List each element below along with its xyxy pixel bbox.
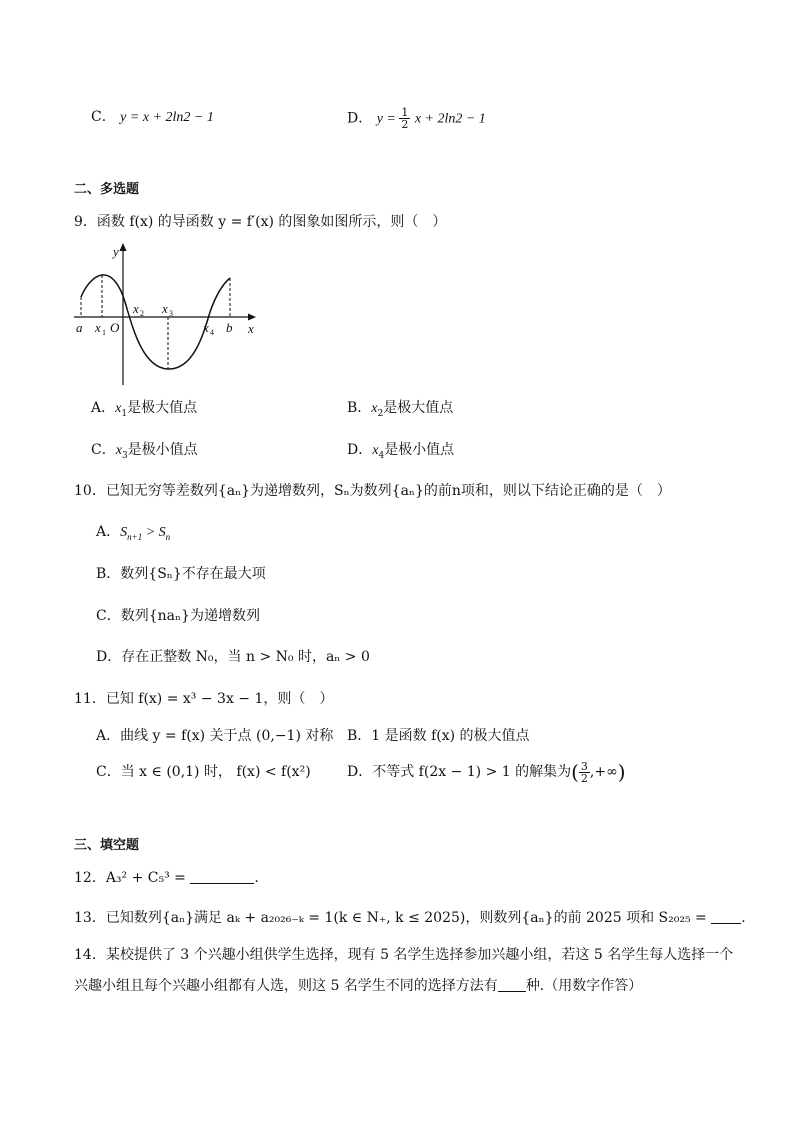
option-text: D．不等式 f(2x − 1) > 1 的解集为 <box>347 764 572 780</box>
q10-option-b: B．数列{Sₙ}不存在最大项 <box>96 566 266 582</box>
q12 <box>74 868 259 888</box>
option-math: S <box>120 525 128 540</box>
option-math-post: x + 2ln2 − 1 <box>414 111 486 127</box>
option-label: A． <box>96 524 121 540</box>
option-text: ,+∞ <box>589 764 618 780</box>
answer-blank[interactable] <box>498 977 526 992</box>
q9-option-d <box>347 440 454 466</box>
q10-stem: 10．已知无穷等差数列{aₙ}为递增数列，Sₙ为数列{aₙ}的前n项和，则以下结论正确的是（ ） <box>74 483 671 499</box>
option-sub: 1 <box>121 408 128 419</box>
option-text: 是极大值点 <box>127 400 198 416</box>
option-sub: n <box>165 531 171 542</box>
derivative-graph <box>72 240 262 390</box>
q13 <box>74 908 746 928</box>
q9-stem: 9．函数 f(x) 的导函数 y = f′(x) 的图象如图所示，则（ ） <box>74 214 447 230</box>
fraction <box>399 107 410 130</box>
option-var: x <box>115 401 122 416</box>
label-b: b <box>226 320 233 335</box>
q11-option-c: C．当 x ∈ (0,1) 时， f(x) < f(x²) <box>96 764 311 780</box>
label-x1-sub: 1 <box>102 328 106 337</box>
option-sub: 2 <box>377 408 384 419</box>
label-x4: x <box>203 320 209 335</box>
q8-option-d <box>347 107 486 130</box>
question-text: 种.（用数字作答） <box>525 978 643 994</box>
q14-line2 <box>74 976 642 996</box>
label-a: a <box>76 320 83 335</box>
option-math-pre: y = <box>376 111 400 127</box>
q10-option-d: D．存在正整数 N₀，当 n > N₀ 时，aₙ > 0 <box>96 649 370 665</box>
option-label: C． <box>91 109 116 125</box>
option-sub: n+1 <box>127 531 143 542</box>
close-paren: ) <box>617 760 626 784</box>
y-axis-arrow <box>120 243 127 251</box>
question-stem: 13．已知数列{aₙ}满足 aₖ + a₂₀₂₆₋ₖ = 1(k ∈ N₊, k ≤ 2025)，则数列{aₙ}的前 2025 项和 S₂₀₂₅ = <box>74 910 712 926</box>
option-var: x <box>371 401 378 416</box>
q11-option-d <box>347 758 626 786</box>
q10-option-a <box>96 522 170 547</box>
section-title: 二、多选题 <box>74 182 140 197</box>
fraction-numerator: 1 <box>401 106 409 119</box>
q8-option-c <box>91 107 214 128</box>
fraction-denominator: 2 <box>401 118 409 131</box>
fraction-numerator: 3 <box>580 759 588 773</box>
open-paren: ( <box>571 760 579 784</box>
label-origin: O <box>110 320 120 335</box>
label-x: x <box>248 321 254 336</box>
label-x1: x <box>95 320 101 335</box>
q11-stem: 11．已知 f(x) = x³ − 3x − 1，则（ ） <box>74 691 334 707</box>
label-x3: x <box>162 301 168 316</box>
question-end: . <box>741 910 746 926</box>
q14-line1: 14．某校提供了 3 个兴趣小组供学生选择，现有 5 名学生选择参加兴趣小组，若这 5 名学生每人选择一个 <box>74 947 734 963</box>
option-sub: 4 <box>378 450 385 461</box>
option-var: x <box>372 443 379 458</box>
option-label: C． <box>91 442 116 458</box>
answer-blank[interactable] <box>711 909 741 924</box>
option-label: A． <box>91 400 116 416</box>
label-x3-sub: 3 <box>169 309 173 318</box>
option-text: 是极小值点 <box>127 442 198 458</box>
q9-option-b <box>347 398 453 424</box>
option-text: 是极小值点 <box>384 442 455 458</box>
option-math: > S <box>142 525 166 540</box>
fraction-denominator: 2 <box>580 771 588 785</box>
q10-option-c: C．数列{naₙ}为递增数列 <box>96 608 260 624</box>
q9-option-c <box>91 440 198 466</box>
label-x2-sub: 2 <box>140 309 144 318</box>
q11-option-a: A．曲线 y = f(x) 关于点 (0,−1) 对称 <box>96 728 334 744</box>
x-axis-arrow <box>248 314 256 321</box>
option-label: D． <box>347 442 373 458</box>
option-label: B． <box>347 400 372 416</box>
fraction <box>579 761 590 784</box>
option-var: x <box>115 443 122 458</box>
question-stem: 12．A₃² + C₅³ = <box>74 870 191 886</box>
question-end: . <box>254 870 259 886</box>
q9-option-a <box>91 398 197 424</box>
answer-blank[interactable] <box>190 869 254 884</box>
label-x2: x <box>133 301 139 316</box>
label-y: y <box>113 244 119 259</box>
question-text: 兴趣小组且每个兴趣小组都有人选，则这 5 名学生不同的选择方法有 <box>74 978 498 994</box>
option-text: 是极大值点 <box>383 400 454 416</box>
q11-option-b: B．1 是函数 f(x) 的极大值点 <box>347 728 530 744</box>
section-title: 三、填空题 <box>74 838 140 853</box>
label-x4-sub: 4 <box>210 328 214 337</box>
option-label: D． <box>347 110 373 127</box>
option-sub: 3 <box>121 450 128 461</box>
option-math: y = x + 2ln2 − 1 <box>120 110 214 125</box>
